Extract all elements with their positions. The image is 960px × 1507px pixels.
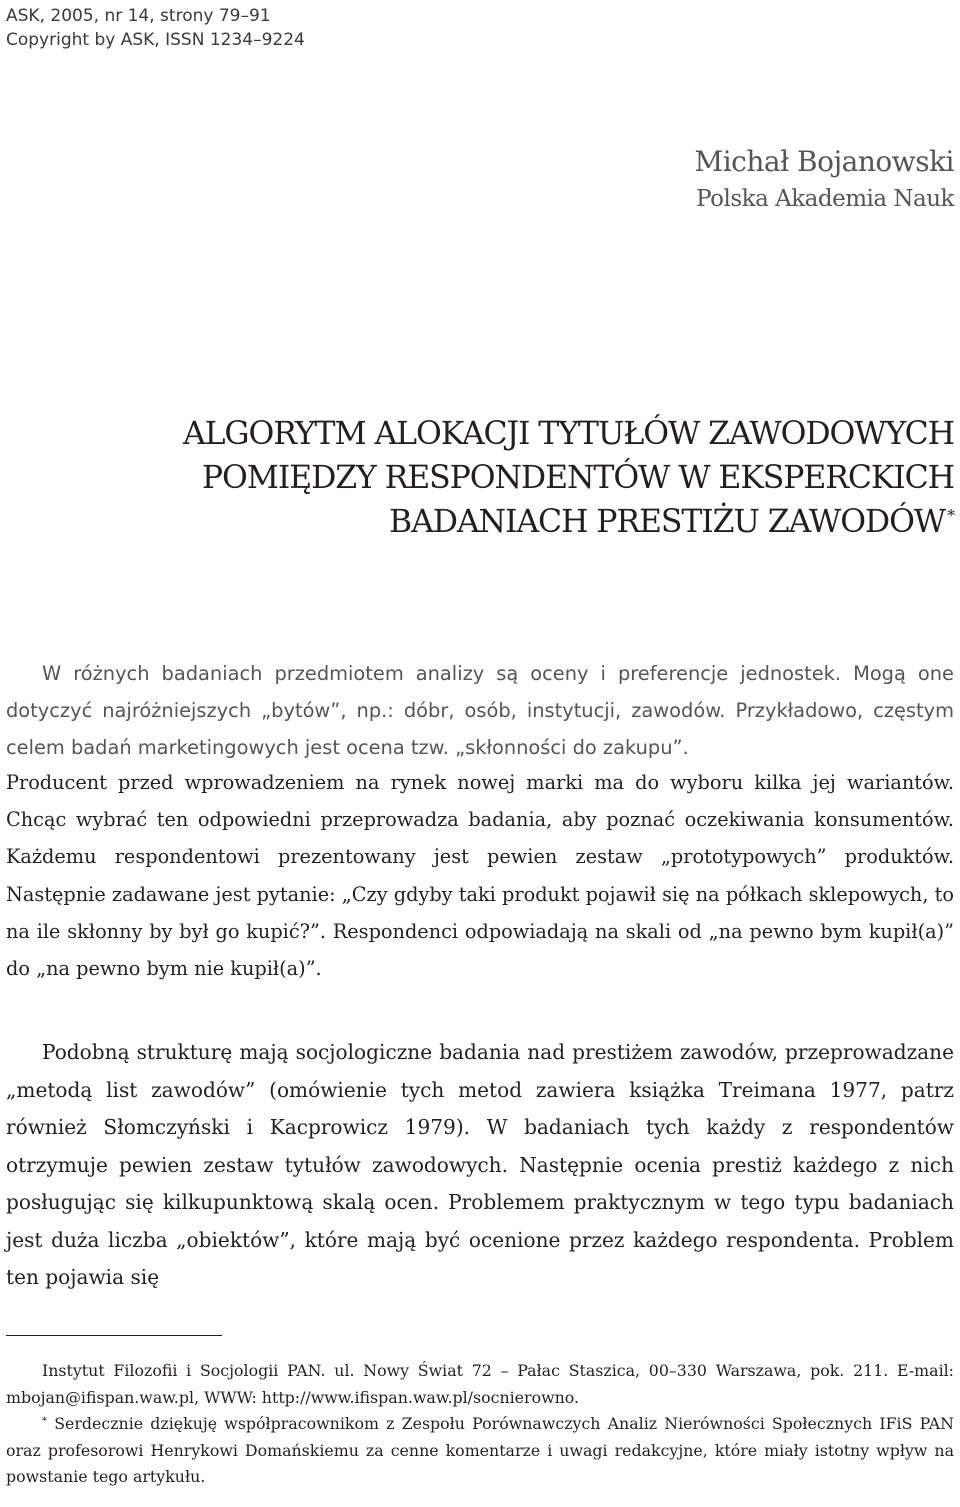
footnote-divider <box>6 1335 222 1336</box>
title-footnote-mark: * <box>947 506 954 525</box>
title-line-1: ALGORYTM ALOKACJI TYTUŁÓW ZAWODOWYCH <box>182 416 954 452</box>
article-title <box>183 412 954 544</box>
body-paragraph-1: Producent przed wprowadzeniem na rynek nowej marki ma do wyboru kilka jej wariantów. Chcąc wybrać ten odpowiedni przeprowadza badania, aby poznać oczekiwania konsumentów. Każdemu respondentowi prezentowany jest pewien zestaw „prototypowych” produktów. Następnie zadawane jest pytanie: „Czy gdyby taki produkt pojawił się na półkach sklepowych, to na ile skłonny by był go kupić?”. Respondenci odpowiadają na skali od „na pewno bym kupił(a)” do „na pewno bym nie kupił(a)”. <box>6 771 954 981</box>
acknowledgement-mark: * <box>42 1416 47 1427</box>
author-block <box>695 145 954 215</box>
title-line-2: POMIĘDZY RESPONDENTÓW W EKSPERCKICH <box>201 460 954 496</box>
body-paragraph-2: Podobną strukturę mają socjologiczne badania nad prestiżem zawodów, przeprowadzane „metodą list zawodów” (omówienie tych metod zawiera książka Treimana 1977, patrz również Słomczyński i Kacprowicz 1979). W badaniach tych każdy z respondentów otrzymuje pewien zestaw tytułów zawodowych. Następnie ocenia prestiż każdego z nich posługując się kilkupunktową skalą ocen. Problemem praktycznym w tego typu badaniach jest duża liczba „obiektów”, które mają być ocenione przez każdego respondenta. Problem ten pojawia się <box>6 1040 954 1289</box>
author-affiliation: Polska Akademia Nauk <box>696 186 954 212</box>
footnote-institution: Instytut Filozofii i Socjologii PAN. ul. Nowy Świat 72 – Pałac Staszica, 00–330 Warszawa, pok. 211. E-mail: mbojan@ifispan.waw.pl, WWW: http://www.ifispan.waw.pl/socnierowno. <box>6 1361 954 1407</box>
title-line-3-text: BADANIACH PRESTIŻU ZAWODÓW <box>389 504 946 540</box>
journal-header <box>6 4 305 52</box>
acknowledgement-text: Serdecznie dziękuję współpracownikom z Zespołu Porównawczych Analiz Nierówności Społecznych IFiS PAN oraz profesorowi Henrykowi Domańskiemu za cenne komentarze i uwagi redakcyjne, które miały istotny wpływ na powstanie tego artykułu. <box>6 1414 954 1486</box>
journal-citation: ASK, 2005, nr 14, strony 79–91 <box>6 6 271 26</box>
footnote-acknowledgement <box>6 1411 954 1491</box>
author-name: Michał Bojanowski <box>694 145 954 178</box>
footnotes <box>6 1358 954 1491</box>
abstract: W różnych badaniach przedmiotem analizy są oceny i preferencje jednostek. Mogą one dotyczyć najróżniejszych „bytów”, np.: dóbr, osób, instytucji, zawodów. Przykładowo, częstym celem badań marketingowych jest ocena tzw. „skłonności do zakupu”. <box>6 662 954 760</box>
title-line-3 <box>183 500 954 544</box>
copyright-line: Copyright by ASK, ISSN 1234–9224 <box>6 30 305 50</box>
